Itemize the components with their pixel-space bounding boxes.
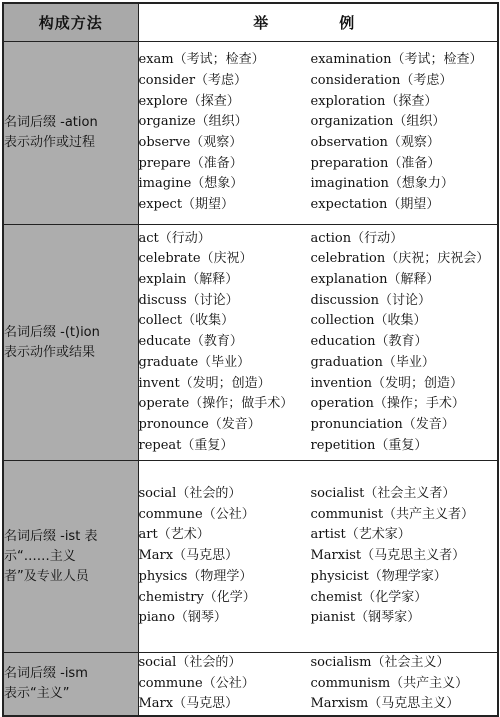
- derived-word: pronunciation（发音）: [310, 416, 455, 432]
- derived-word: explanation（解释）: [310, 272, 440, 288]
- header-method: 构成方法: [3, 3, 138, 42]
- base-word: Marx（马克思）: [138, 548, 239, 564]
- derived-word: Marxism（马克思主义）: [310, 696, 460, 712]
- method-cell: [3, 653, 138, 717]
- base-word: art（艺术）: [138, 527, 210, 543]
- method-text: 表示动作或过程: [4, 135, 96, 150]
- derived-word: celebration（庆祝；庆祝会）: [310, 251, 490, 267]
- derived-word: socialist（社会主义者）: [310, 486, 456, 502]
- examples-cell: [138, 653, 498, 717]
- derived-word: preparation（准备）: [310, 155, 441, 171]
- derived-word: communism（共产主义）: [310, 675, 469, 691]
- base-word: explore（探查）: [138, 93, 240, 109]
- base-word: operate（操作；做手术）: [138, 396, 294, 412]
- derived-word: physicist（物理学家）: [310, 568, 447, 584]
- base-word: imagine（想象）: [138, 176, 244, 192]
- derived-word: socialism（社会主义）: [310, 655, 450, 670]
- derived-word: artist（艺术家）: [310, 527, 411, 543]
- method-text: 表示动作或结果: [4, 344, 96, 360]
- method-text: 名词后缀 -(t)ion: [4, 324, 100, 340]
- method-cell: [3, 461, 138, 653]
- derived-word: examination（考试；检查）: [310, 52, 483, 68]
- base-word: chemistry（化学）: [138, 589, 256, 605]
- base-word: educate（教育）: [138, 334, 243, 350]
- derived-word: organization（组织）: [310, 114, 446, 130]
- derived-word: exploration（探查）: [310, 93, 438, 109]
- base-word: act（行动）: [138, 230, 211, 246]
- table-body: [3, 42, 498, 717]
- derived-word: expectation（期望）: [310, 197, 440, 213]
- method-text: 表示“主义”: [4, 686, 70, 702]
- method-text: 名词后缀 -ism: [4, 666, 88, 682]
- section-row: [3, 42, 498, 225]
- derived-word: operation（操作；手术）: [310, 396, 465, 412]
- method-text: 示“……主义: [4, 548, 76, 564]
- base-word: invent（发明；创造）: [138, 375, 271, 391]
- base-word: social（社会的）: [138, 486, 242, 502]
- derived-word: graduation（毕业）: [310, 354, 435, 370]
- derived-word: invention（发明；创造）: [310, 375, 464, 391]
- derived-word: communist（共产主义者）: [310, 506, 475, 522]
- derived-word: education（教育）: [310, 334, 428, 350]
- base-word: Marx（马克思）: [138, 696, 239, 712]
- base-word: repeat（重复）: [138, 437, 234, 453]
- base-word: piano（钢琴）: [138, 610, 227, 626]
- examples-grid: [139, 229, 498, 457]
- derived-word: discussion（讨论）: [310, 292, 432, 308]
- base-word: prepare（准备）: [138, 155, 243, 171]
- examples-grid: [139, 50, 498, 216]
- examples-cell: [138, 225, 498, 461]
- base-word: physics（物理学）: [138, 568, 253, 584]
- derived-word: pianist（钢琴家）: [310, 610, 421, 626]
- derived-word: chemist（化学家）: [310, 589, 428, 605]
- derived-word: observation（观察）: [310, 135, 440, 150]
- method-cell: [3, 225, 138, 461]
- section-row: [3, 225, 498, 461]
- derived-word: collection（收集）: [310, 313, 427, 329]
- method-text: 名词后缀 -ation: [4, 115, 98, 130]
- method-text: 者”及专业人员: [4, 568, 89, 584]
- base-word: expect（期望）: [138, 197, 235, 213]
- base-word: pronounce（发音）: [138, 416, 261, 432]
- base-word: social（社会的）: [138, 655, 242, 670]
- method-cell: [3, 42, 138, 225]
- base-word: observe（观察）: [138, 135, 243, 150]
- base-word: collect（收集）: [138, 313, 235, 329]
- header-row: [3, 3, 498, 42]
- examples-grid: [139, 653, 498, 715]
- base-word: celebrate（庆祝）: [138, 251, 253, 267]
- derived-word: action（行动）: [310, 230, 404, 246]
- examples-grid: [139, 484, 498, 629]
- section-row: [3, 461, 498, 653]
- derived-word: consideration（考虑）: [310, 72, 453, 88]
- derived-word: imagination（想象力）: [310, 176, 454, 192]
- base-word: graduate（毕业）: [138, 354, 251, 370]
- derived-word: repetition（重复）: [310, 437, 428, 453]
- base-word: commune（公社）: [138, 675, 255, 691]
- base-word: commune（公社）: [138, 506, 255, 522]
- examples-cell: [138, 461, 498, 653]
- method-text: 名词后缀 -ist 表: [4, 528, 98, 544]
- word-formation-table: [2, 2, 499, 717]
- header-examples: 举 例: [138, 3, 498, 42]
- base-word: organize（组织）: [138, 114, 248, 130]
- section-row: [3, 653, 498, 717]
- base-word: discuss（讨论）: [138, 292, 239, 308]
- examples-cell: [138, 42, 498, 225]
- base-word: explain（解释）: [138, 272, 239, 288]
- base-word: exam（考试；检查）: [138, 52, 265, 68]
- base-word: consider（考虑）: [138, 72, 248, 88]
- derived-word: Marxist（马克思主义者）: [310, 548, 466, 564]
